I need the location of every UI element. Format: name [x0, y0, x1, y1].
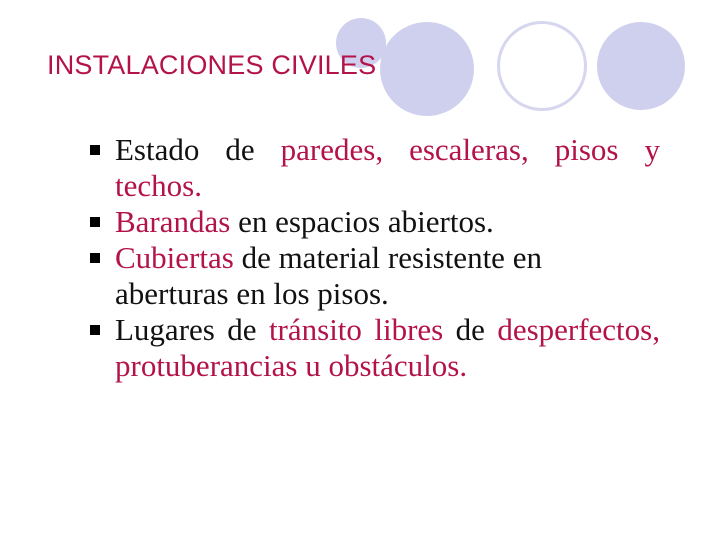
- list-item: [88, 240, 660, 312]
- bullet-list: [88, 132, 660, 384]
- circle-decoration-icon: [497, 21, 587, 111]
- circle-decoration-icon: [597, 22, 685, 110]
- bullet-text: Estado de: [115, 132, 281, 167]
- list-item: [88, 132, 660, 204]
- list-item: [88, 312, 660, 384]
- bullet-text: de material resistente en aberturas en los pisos.: [115, 240, 542, 311]
- list-item: [88, 204, 660, 240]
- slide-title: INSTALACIONES CIVILES: [47, 50, 377, 80]
- bullet-text: Lugares de: [115, 312, 269, 347]
- bullet-highlight: paredes, escaleras, pisos y techos.: [115, 132, 660, 203]
- bullet-highlight: desperfectos, protuberancias u obstáculos.: [115, 312, 660, 383]
- circle-decoration-icon: [380, 22, 474, 116]
- square-bullet-icon: [90, 325, 100, 335]
- bullet-text: de: [443, 312, 498, 347]
- bullet-highlight: tránsito libres: [268, 312, 444, 347]
- square-bullet-icon: [90, 253, 100, 263]
- bullet-text: en espacios abiertos.: [230, 204, 494, 239]
- square-bullet-icon: [90, 217, 100, 227]
- bullet-highlight: Cubiertas: [115, 240, 234, 275]
- square-bullet-icon: [90, 145, 100, 155]
- bullet-highlight: Barandas: [115, 204, 231, 239]
